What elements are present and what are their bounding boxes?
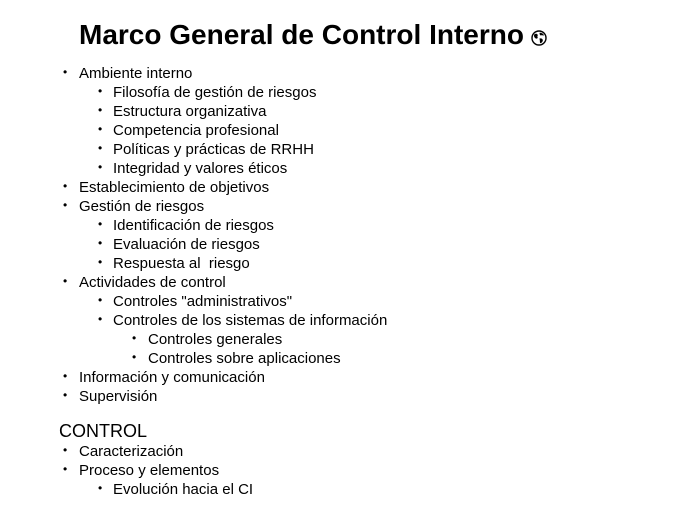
list-item: • Proceso y elementos bbox=[0, 461, 696, 480]
list-item: • Políticas y prácticas de RRHH bbox=[0, 140, 696, 159]
list-item: • Caracterización bbox=[0, 442, 696, 461]
list-item: • Información y comunicación bbox=[0, 368, 696, 387]
list-item: • Controles "administrativos" bbox=[0, 292, 696, 311]
list-item: • Controles generales bbox=[0, 330, 696, 349]
list-item: • Integridad y valores éticos bbox=[0, 159, 696, 178]
list-item: • Evaluación de riesgos bbox=[0, 235, 696, 254]
section-heading-control: CONTROL bbox=[59, 421, 148, 441]
list-item: • Actividades de control bbox=[0, 273, 696, 292]
list-item: • Estructura organizativa bbox=[0, 102, 696, 121]
list-item: • Gestión de riesgos bbox=[0, 197, 696, 216]
list-item: • Ambiente interno bbox=[0, 64, 696, 83]
list-item: • Filosofía de gestión de riesgos bbox=[0, 83, 696, 102]
control-list bbox=[0, 442, 696, 499]
list-item: • Evolución hacia el CI bbox=[0, 480, 696, 499]
list-item: • Controles sobre aplicaciones bbox=[0, 349, 696, 368]
list-item: • Controles de los sistemas de información bbox=[0, 311, 696, 330]
list-item: • Supervisión bbox=[0, 387, 696, 406]
list-item: • Respuesta al riesgo bbox=[0, 254, 696, 273]
list-item: • Identificación de riesgos bbox=[0, 216, 696, 235]
list-item: • Competencia profesional bbox=[0, 121, 696, 140]
title-row bbox=[79, 17, 547, 53]
outline-list bbox=[0, 64, 696, 406]
list-item: • Establecimiento de objetivos bbox=[0, 178, 696, 197]
globe-icon bbox=[531, 30, 547, 46]
page-title: Marco General de Control Interno bbox=[79, 19, 524, 50]
